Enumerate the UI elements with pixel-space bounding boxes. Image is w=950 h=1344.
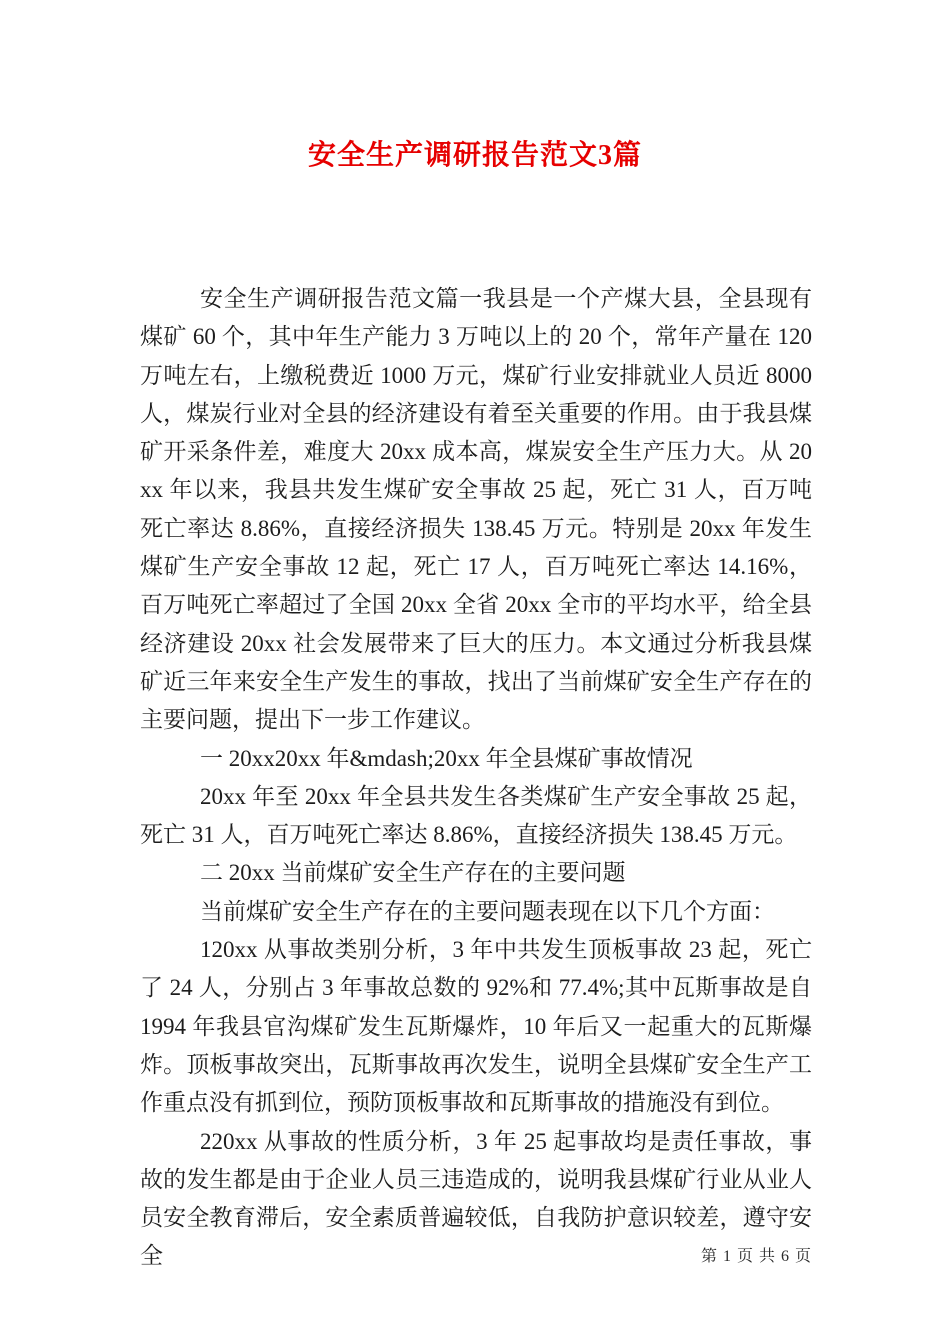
report-body: [140, 280, 812, 1276]
body-paragraph-section1-text: 20xx 年至 20xx 年全县共发生各类煤矿生产安全事故 25 起，死亡 31 人，百万吨死亡率达 8.86%，直接经济损失 138.45 万元。: [140, 783, 812, 848]
body-paragraph-section1-heading: 一 20xx20xx 年&mdash;20xx 年全县煤矿事故情况: [200, 745, 693, 771]
report-title: 安全生产调研报告范文3篇: [307, 140, 642, 171]
body-paragraph-section2-heading: 二 20xx 当前煤矿安全生产存在的主要问题: [200, 860, 626, 886]
body-paragraph-intro: 安全生产调研报告范文篇一我县是一个产煤大县，全县现有煤矿 60 个，其中年生产能力 3 万吨以上的 20 个，常年产量在 120 万吨左右，上缴税费近 1000 万元，煤矿行业安排就业人员近 8000 人，煤炭行业对全县的经济建设有着至关重要的作用。由于我县煤矿开采条件差，难度大 20xx 成本高，煤炭安全生产压力大。从 20xx 年以来，我县共发生煤矿安全事故 25 起，死亡 31 人，百万吨死亡率达 8.86%，直接经济损失 138.45 万元。特别是 20xx 年发生煤矿生产安全事故 12 起，死亡 17 人，百万吨死亡率达 14.16%，百万吨死亡率超过了全国 20xx 全省 20xx 全市的平均水平，给全县经济建设 20xx 社会发展带来了巨大的压力。本文通过分析我县煤矿近三年来安全生产发生的事故，找出了当前煤矿安全生产存在的主要问题，提出下一步工作建议。: [140, 286, 812, 733]
body-paragraph-item1: 120xx 从事故类别分析，3 年中共发生顶板事故 23 起，死亡了 24 人，分别占 3 年事故总数的 92%和 77.4%;其中瓦斯事故是自 1994 年我县官沟煤矿发生瓦斯爆炸，10 年后又一起重大的瓦斯爆炸。顶板事故突出，瓦斯事故再次发生，说明全县煤矿安全生产工作重点没有抓到位，预防顶板事故和瓦斯事故的措施没有到位。: [140, 937, 812, 1116]
page-number-label: 第 1 页 共 6 页: [700, 1248, 812, 1265]
body-paragraph-section2-lead: 当前煤矿安全生产存在的主要问题表现在以下几个方面：: [200, 898, 775, 924]
body-paragraph-item2: 220xx 从事故的性质分析，3 年 25 起事故均是责任事故，事故的发生都是由于企业人员三违造成的，说明我县煤矿行业从业人员安全教育滞后，安全素质普遍较低，自我防护意识较差，遵守安全: [140, 1128, 812, 1269]
